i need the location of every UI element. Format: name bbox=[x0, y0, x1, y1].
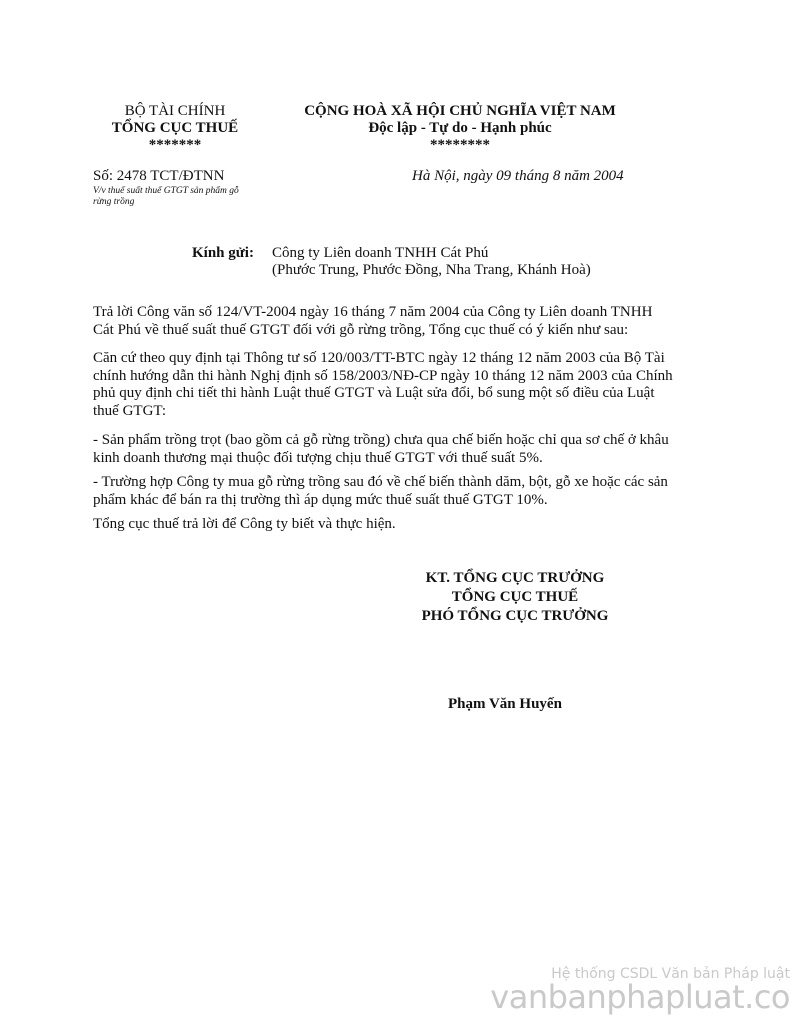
department-name: TỔNG CỤC THUẾ bbox=[111, 120, 239, 136]
signature-title: TỔNG CỤC THUẾ bbox=[451, 589, 579, 605]
text-line: Trả lời Công văn số 124/VT-2004 ngày 16 tháng 7 năm 2004 của Công ty Liên doanh TNHH bbox=[93, 304, 653, 320]
text-line: thuế GTGT: bbox=[93, 402, 166, 419]
country-name: CỘNG HOÀ XÃ HỘI CHỦ NGHĨA VIỆT NAM bbox=[304, 103, 616, 119]
signer-name: Phạm Văn Huyến bbox=[448, 696, 562, 712]
signature-title: KT. TỔNG CỤC TRƯỞNG bbox=[425, 570, 605, 586]
recipient-name: Công ty Liên doanh TNHH Cát Phú bbox=[272, 245, 489, 261]
text-line: chính hướng dẫn thi hành Nghị định số 158/2003/NĐ-CP ngày 10 tháng 12 năm 2003 của Chính bbox=[93, 367, 673, 384]
text-line: Căn cứ theo quy định tại Thông tư số 120/003/TT-BTC ngày 12 tháng 12 năm 2003 của Bộ Tài bbox=[93, 350, 665, 366]
national-motto bbox=[270, 103, 650, 154]
signature-block bbox=[380, 569, 650, 626]
watermark-caption: Hệ thống CSDL Văn bản Pháp luật bbox=[551, 966, 790, 982]
motto: Độc lập - Tự do - Hạnh phúc bbox=[368, 120, 552, 136]
body-paragraph-legal-basis bbox=[93, 350, 713, 420]
org-separator: ******* bbox=[148, 137, 202, 153]
text-line: Tổng cục thuế trả lời để Công ty biết và thực hiện. bbox=[93, 516, 396, 532]
recipient-label: Kính gửi: bbox=[192, 245, 254, 261]
subject-line: rừng trồng bbox=[93, 197, 135, 207]
text-line: kinh doanh thương mại thuộc đối tượng chịu thuế GTGT với thuế suất 5%. bbox=[93, 449, 543, 466]
document-subject bbox=[93, 186, 273, 208]
body-paragraph-rate-5 bbox=[93, 432, 713, 467]
text-line: - Sản phẩm trồng trọt (bao gồm cả gỗ rừng trồng) chưa qua chế biến hoặc chỉ qua sơ chế ở khâu bbox=[93, 432, 669, 448]
subject-line: V/v thuế suất thuế GTGT sản phẩm gỗ bbox=[93, 186, 239, 196]
place-and-date: Hà Nội, ngày 09 tháng 8 năm 2004 bbox=[412, 168, 624, 184]
text-line: Cát Phú về thuế suất thuế GTGT đối với gỗ rừng trồng, Tổng cục thuế có ý kiến như sau: bbox=[93, 321, 629, 338]
body-paragraph-closing bbox=[93, 516, 713, 534]
text-line: - Trường hợp Công ty mua gỗ rừng trồng sau đó về chế biến thành dăm, bột, gỗ xe hoặc các sản bbox=[93, 474, 668, 490]
motto-separator: ******** bbox=[430, 137, 490, 153]
ministry-name: BỘ TÀI CHÍNH bbox=[124, 103, 226, 119]
watermark-site: vanbanphapluat.co bbox=[490, 978, 790, 1016]
body-paragraph-rate-10 bbox=[93, 474, 713, 509]
document-number: Số: 2478 TCT/ĐTNN bbox=[93, 168, 225, 184]
body-paragraph-reply bbox=[93, 304, 713, 339]
recipient-address: (Phước Trung, Phước Đồng, Nha Trang, Khánh Hoà) bbox=[272, 262, 591, 278]
signature-title: PHÓ TỔNG CỤC TRƯỞNG bbox=[421, 608, 609, 624]
text-line: phẩm khác để bán ra thị trường thì áp dụng mức thuế suất thuế GTGT 10%. bbox=[93, 491, 548, 508]
issuing-organization bbox=[90, 103, 260, 154]
text-line: phủ quy định chi tiết thi hành Luật thuế GTGT và Luật sửa đổi, bổ sung một số điều của Luật bbox=[93, 385, 655, 401]
